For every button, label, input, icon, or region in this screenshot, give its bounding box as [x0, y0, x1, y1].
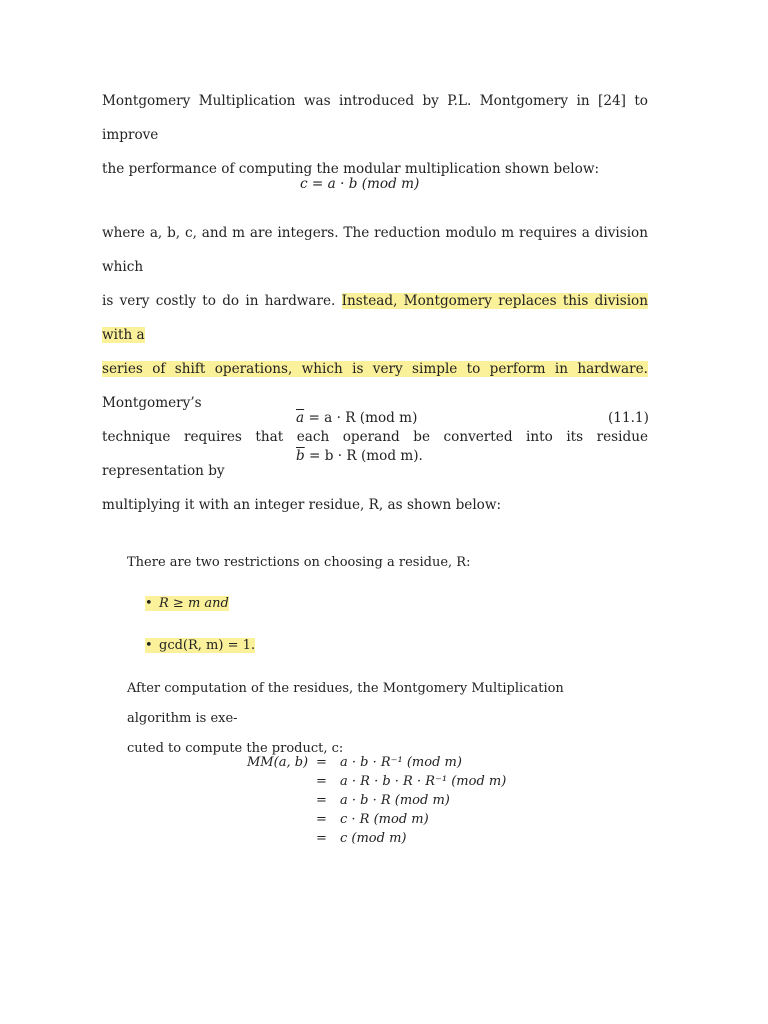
paragraph-compute — [127, 674, 622, 764]
paragraph-intro — [102, 84, 648, 186]
list-item-text: gcd(R, m) = 1. — [159, 638, 256, 653]
mm-row: c · R (mod m) — [340, 812, 429, 827]
equals-sign: = — [316, 831, 327, 846]
text-line: Montgomery Multiplication was introduced by P.L. Montgomery in [24] to improve — [102, 93, 648, 143]
mm-row: a · b · R (mod m) — [340, 793, 450, 808]
text-line: cuted to compute the product, c: — [127, 741, 344, 756]
equation-number: (11.1) — [608, 410, 649, 426]
equals-sign: = — [316, 755, 327, 770]
paragraph-reduction — [102, 216, 648, 522]
mm-row: c (mod m) — [340, 831, 407, 846]
mm-row: a · b · R⁻¹ (mod m) — [340, 755, 462, 770]
list-item: • gcd(R, m) = 1. — [145, 638, 256, 653]
text-span: is very costly to do in hardware. — [102, 293, 342, 309]
equation-rhs: = b · R (mod m). — [309, 448, 423, 464]
list-item: • R ≥ m and — [145, 596, 229, 611]
text-line: the performance of computing the modular multiplication shown below: — [102, 161, 600, 177]
equals-sign: = — [316, 812, 327, 827]
mm-row: a · R · b · R · R⁻¹ (mod m) — [340, 774, 507, 789]
equation-c: c = a · b (mod m) — [300, 176, 420, 192]
text-line: After computation of the residues, the Montgomery Multiplication algorithm is exe- — [127, 681, 564, 726]
equals-sign: = — [316, 774, 327, 789]
b-bar-symbol: $\overline{b}$ — [296, 448, 305, 464]
a-bar-symbol: $\overline{a}$ — [296, 410, 305, 426]
equals-sign: = — [316, 793, 327, 808]
restrictions-intro: There are two restrictions on choosing a residue, R: — [127, 555, 471, 570]
text-span: Montgomery’s — [102, 395, 202, 411]
highlighted-text: series of shift operations, which is very simple to perform in hardware. — [102, 361, 648, 377]
equation-a-bar — [296, 410, 417, 426]
highlighted-text: Instead, Montgomery replaces this division with a — [102, 293, 648, 343]
equation-rhs: = a · R (mod m) — [308, 410, 418, 426]
list-item-text: R ≥ m and — [159, 596, 229, 611]
equation-b-bar — [296, 448, 423, 464]
mm-lhs: MM(a, b) — [247, 755, 309, 770]
text-line: where a, b, c, and m are integers. The reduction modulo m requires a division which — [102, 225, 648, 275]
text-line: multiplying it with an integer residue, R, as shown below: — [102, 497, 502, 513]
text-line: technique requires that each operand be converted into its residue representation by — [102, 429, 648, 479]
